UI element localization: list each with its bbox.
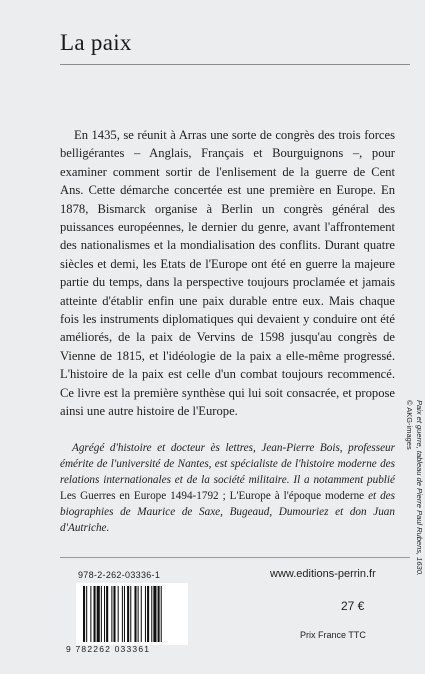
bio-book-title: Les Guerres en Europe 1494-1792 ; L'Europe à l'époque bbox=[60, 490, 322, 502]
barcode-bar bbox=[161, 586, 162, 642]
barcode-bar bbox=[118, 586, 119, 642]
barcode-bar bbox=[83, 586, 85, 642]
price-note: Prix France TTC bbox=[300, 630, 366, 640]
cover-credit bbox=[405, 400, 424, 650]
barcode-digits: 9 782262 033361 bbox=[66, 644, 151, 654]
price: 27 € bbox=[341, 599, 365, 613]
barcode-bar bbox=[134, 586, 136, 642]
footer-divider bbox=[60, 557, 410, 558]
publisher-website: www.editions-perrin.fr bbox=[270, 568, 376, 580]
barcode-bar bbox=[111, 586, 112, 642]
barcode-bar bbox=[141, 586, 142, 642]
barcode-bar bbox=[138, 586, 139, 642]
barcode-bars bbox=[82, 586, 182, 642]
barcode-bar bbox=[86, 586, 87, 642]
barcode-bar bbox=[106, 586, 108, 642]
barcode-bar bbox=[147, 586, 149, 642]
cover-credit-line-2: © AKG-images bbox=[405, 400, 415, 450]
bio-text-3: et des biographies de Maurice de Saxe, Bugeaud, Dumouriez et don Juan d'Autriche. bbox=[60, 490, 395, 534]
bio-text-1: Agrégé d'histoire et docteur ès lettres, Jean-Pierre Bois, professeur émérite de l'université de Nantes, est spécialiste de l'histoire moderne des relations internationales et de la société militaire. Il a notamment publié bbox=[60, 442, 395, 486]
barcode-bar bbox=[90, 586, 91, 642]
barcode-bar bbox=[158, 586, 160, 642]
barcode-bar bbox=[151, 586, 152, 642]
barcode-bar bbox=[153, 586, 156, 642]
barcode-bar bbox=[124, 586, 125, 642]
author-bio bbox=[60, 440, 395, 536]
synopsis-paragraph: En 1435, se réunit à Arras une sorte de congrès des trois forces belligérantes – Anglais, Français et Bourguignons –, pour examiner comment sortir de l'enlisement de la guerre de Cent Ans. Cette démarche concertée est une première en Europe. En 1878, Bismarck organise à Berlin un congrès général des puissances européennes, le dernier du genre, avant l'affrontement des nationalismes et la mondialisation des conflits. Durant quatre siècles et demi, les Etats de l'Europe ont été en guerre la majeure partie du temps, dans la perspective toujours proclamée et jamais atteinte d'établir enfin une paix durable entre eux. Mais chaque fois les instruments diplomatiques qui devaient y conduire ont été améliorés, de la paix de Vervins de 1598 jusqu'au congrès de Vienne de 1815, et l'idéologie de la paix a elle-même progressé. L'histoire de la paix est celle d'un combat toujours recommencé. Ce livre est la première synthèse qui lui soit consacrée, et propose ainsi une autre histoire de l'Europe. bbox=[60, 128, 395, 419]
barcode bbox=[76, 583, 188, 645]
book-title: La paix bbox=[60, 30, 132, 55]
isbn-label: 978-2-262-03336-1 bbox=[78, 570, 161, 580]
barcode-bar bbox=[97, 586, 100, 642]
barcode-bar bbox=[101, 586, 102, 642]
barcode-bar bbox=[130, 586, 131, 642]
barcode-bar bbox=[127, 586, 129, 642]
title-underline bbox=[60, 64, 410, 65]
barcode-bar bbox=[122, 586, 123, 642]
barcode-bar bbox=[145, 586, 146, 642]
barcode-bar bbox=[113, 586, 115, 642]
bio-text-2: moderne bbox=[321, 490, 365, 502]
barcode-bar bbox=[104, 586, 105, 642]
barcode-bar bbox=[94, 586, 96, 642]
cover-credit-line-1: Paix et guerre, tableau de Pierre Paul Rubens, 1630. bbox=[415, 400, 424, 576]
